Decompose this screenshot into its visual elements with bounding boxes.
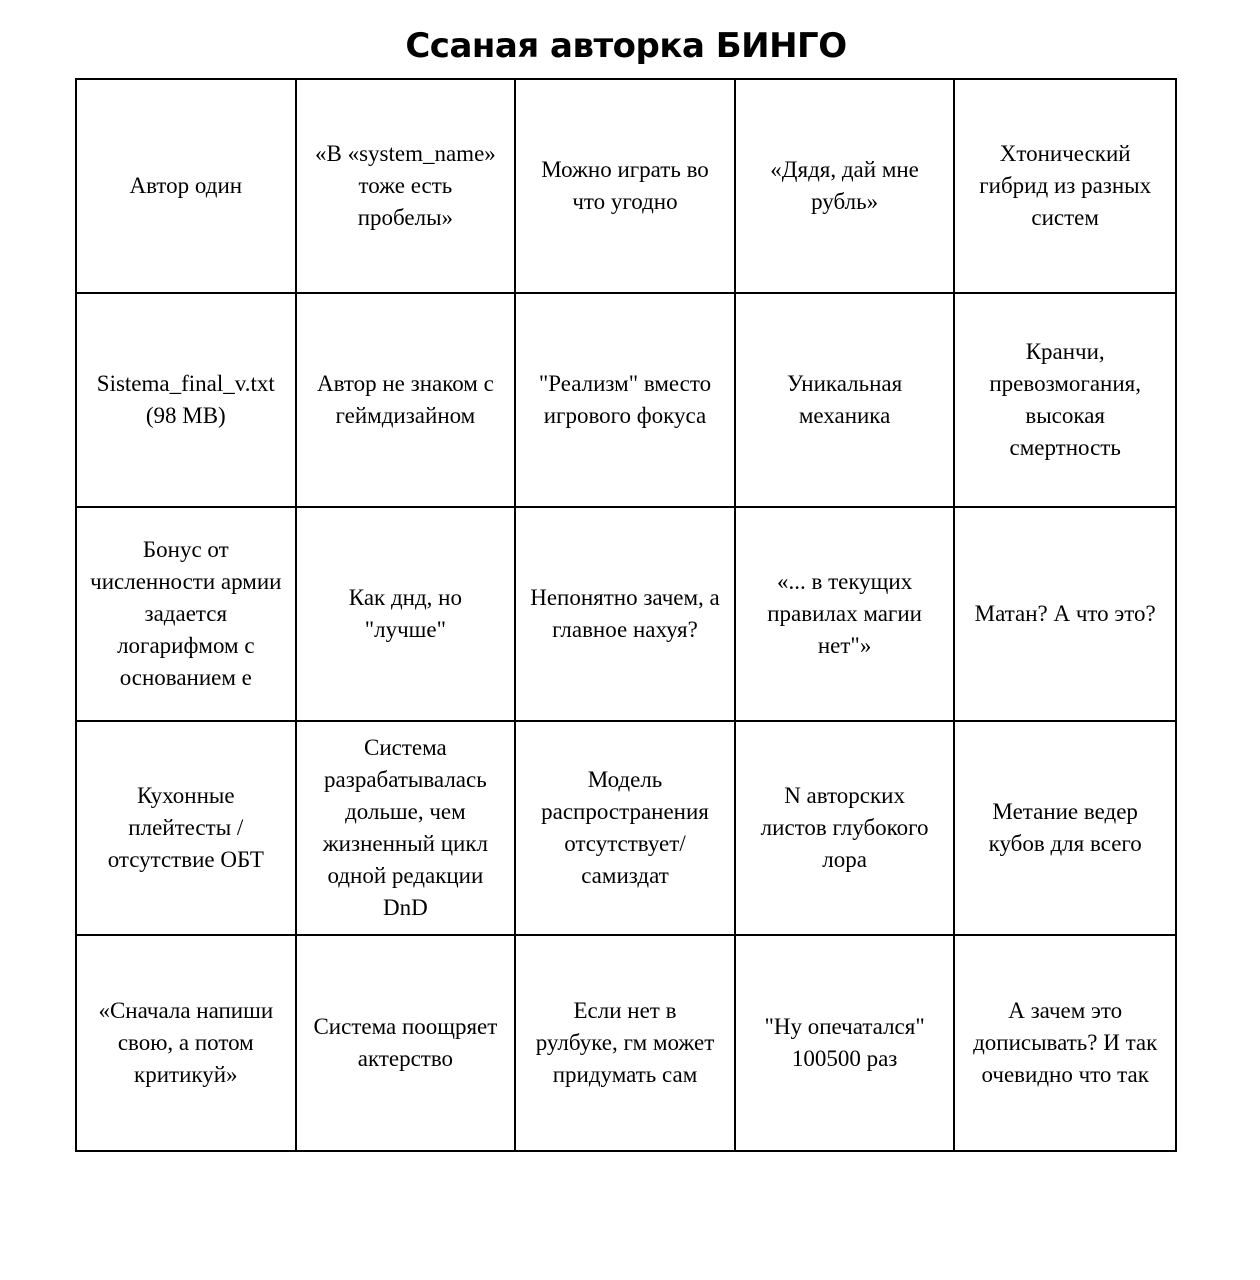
bingo-cell: Автор не знаком с геймдизайном — [297, 294, 517, 508]
bingo-cell: Система разрабатывалась дольше, чем жизненный цикл одной редакции DnD — [297, 722, 517, 936]
bingo-cell: «В «system_name» тоже есть пробелы» — [297, 80, 517, 294]
bingo-cell: Метание ведер кубов для всего — [955, 722, 1175, 936]
bingo-cell: «Дядя, дай мне рубль» — [736, 80, 956, 294]
bingo-cell: Хтонический гибрид из разных систем — [955, 80, 1175, 294]
bingo-cell: Sistema_final_v.txt (98 MB) — [77, 294, 297, 508]
bingo-cell: А зачем это дописывать? И так очевидно что так — [973, 998, 1158, 1087]
bingo-cell: «Сначала напиши свою, а потом критикуй» — [77, 936, 297, 1150]
bingo-cell: "Ну опечатался" 100500 раз — [736, 936, 956, 1150]
bingo-cell: Бонус от численности армии задается логарифмом с основанием е — [77, 508, 297, 722]
bingo-cell: Модель распространения отсутствует/ самиздат — [516, 722, 736, 936]
bingo-cell: Матан? А что это? — [955, 508, 1175, 722]
bingo-cell: Если нет в рулбуке, гм может придумать сам — [516, 936, 736, 1150]
bingo-cell: Как днд, но "лучше" — [297, 508, 517, 722]
bingo-cell: Кранчи, превозмогания, высокая смертность — [955, 294, 1175, 508]
bingo-cell: Можно играть во что угодно — [516, 80, 736, 294]
bingo-cell: Кухонные плейтесты / отсутствие ОБТ — [77, 722, 297, 936]
bingo-grid — [75, 78, 1177, 1152]
page-title: Ссаная авторка БИНГО — [405, 26, 847, 66]
bingo-cell: Уникальная механика — [736, 294, 956, 508]
bingo-cell: Непонятно зачем, а главное нахуя? — [516, 508, 736, 722]
bingo-cell: Система поощряет актерство — [297, 936, 517, 1150]
bingo-cell: "Реализм" вместо игрового фокуса — [516, 294, 736, 508]
bingo-cell: «... в текущих правилах магии нет"» — [736, 508, 956, 722]
bingo-cell: Автор один — [77, 80, 297, 294]
bingo-cell: N авторских листов глубокого лора — [736, 722, 956, 936]
